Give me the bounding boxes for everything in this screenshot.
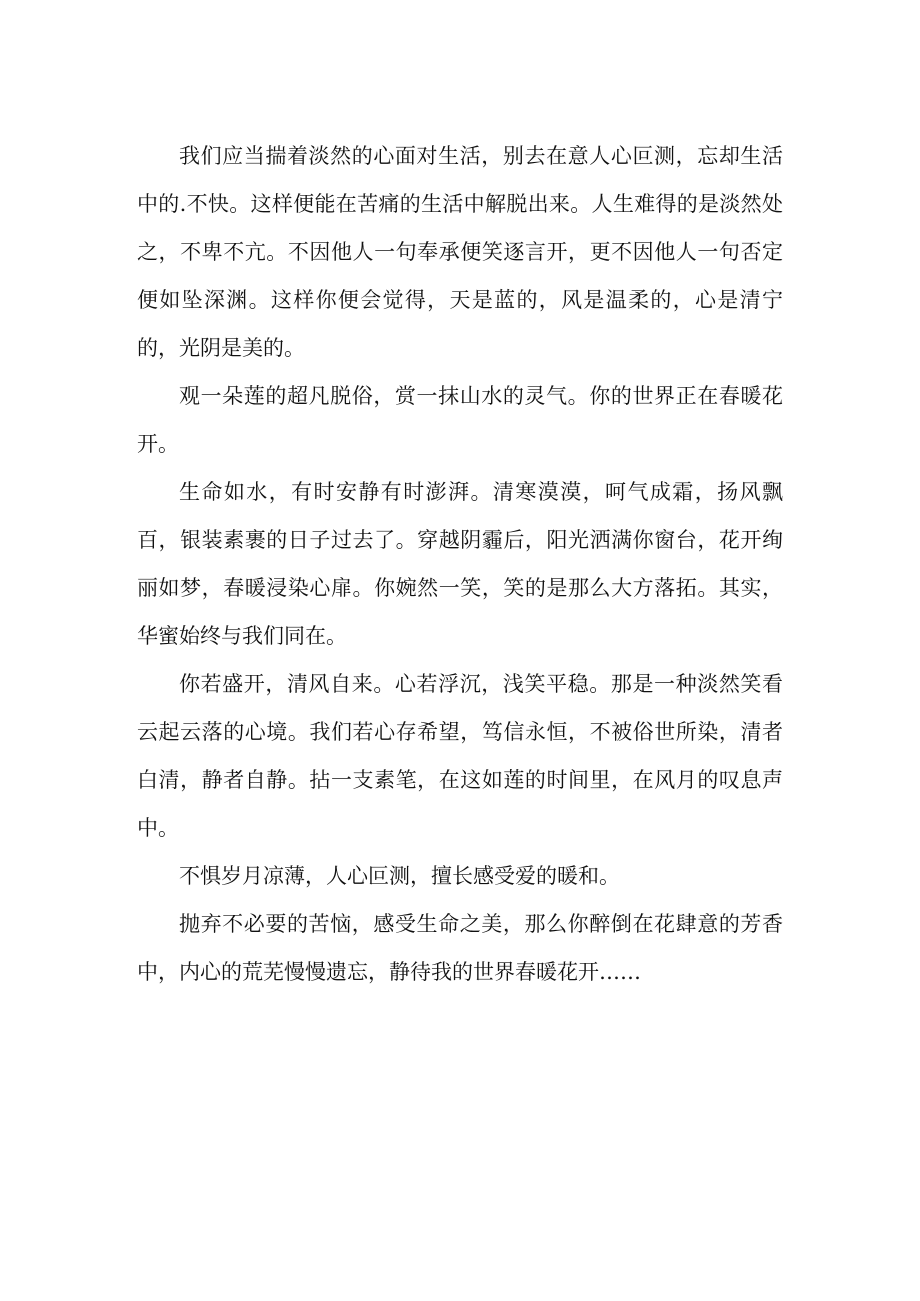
paragraph-2: 观一朵莲的超凡脱俗，赏一抹山水的灵气。你的世界正在春暖花开。 xyxy=(137,384,783,456)
paragraph-6: 抛弃不必要的苦恼，感受生命之美，那么你醉倒在花肆意的芳香中，内心的荒芜慢慢遗忘，静待我的世界春暖花开…… xyxy=(137,912,783,984)
paragraph-3: 生命如水，有时安静有时澎湃。清寒漠漠，呵气成霜，扬风飘百，银装素裹的日子过去了。穿越阴霾后，阳光洒满你窗台，花开绚丽如梦，春暖浸染心扉。你婉然一笑，笑的是那么大方落拓。其实，华蜜始终与我们同在。 xyxy=(137,480,783,648)
paragraph-4: 你若盛开，清风自来。心若浮沉，浅笑平稳。那是一种淡然笑看云起云落的心境。我们若心存希望，笃信永恒，不被俗世所染，清者白清，静者自静。拈一支素笔，在这如莲的时间里，在风月的叹息声中。 xyxy=(137,672,783,840)
document-body xyxy=(137,132,783,996)
paragraph-5: 不惧岁月凉薄，人心叵测，擅长感受爱的暖和。 xyxy=(179,864,620,888)
paragraph-1: 我们应当揣着淡然的心面对生活，别去在意人心叵测，忘却生活中的.不快。这样便能在苦痛的生活中解脱出来。人生难得的是淡然处之，不卑不亢。不因他人一句奉承便笑逐言开，更不因他人一句否定便如坠深渊。这样你便会觉得，天是蓝的，风是温柔的，心是清宁的，光阴是美的。 xyxy=(137,144,783,360)
